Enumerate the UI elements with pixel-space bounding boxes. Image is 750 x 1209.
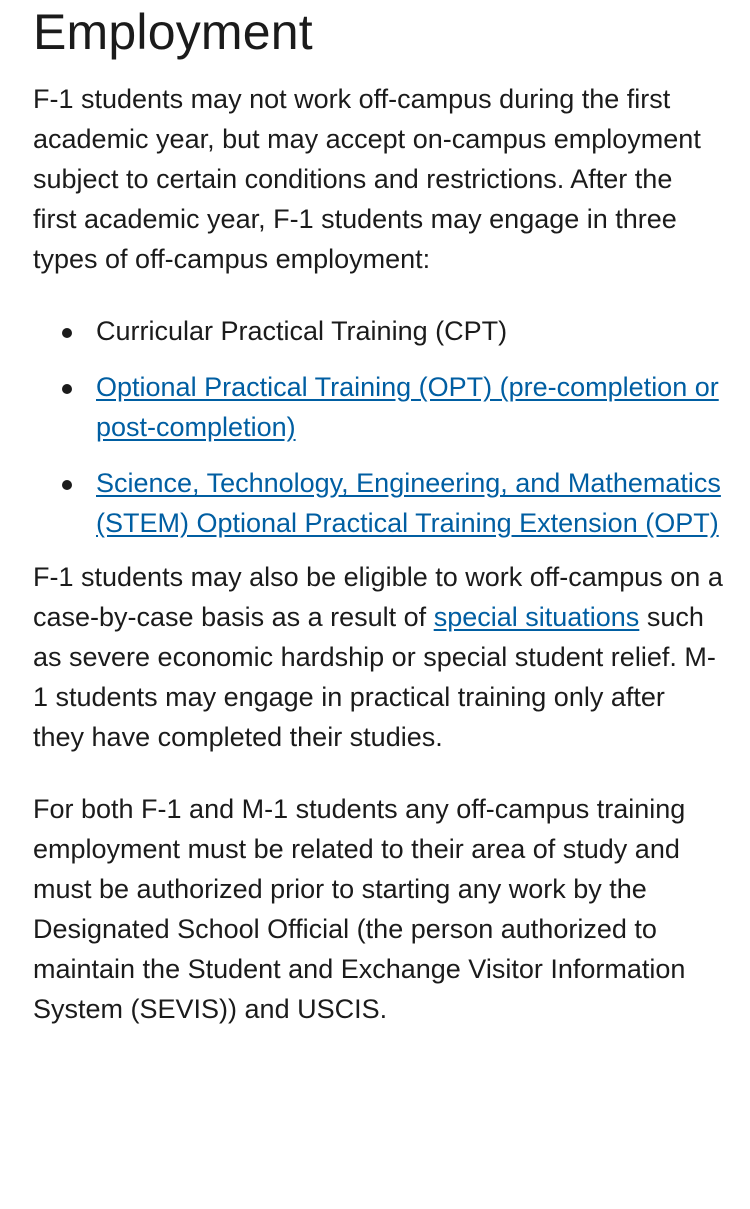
bullet-icon xyxy=(62,328,72,338)
bullet-icon xyxy=(62,384,72,394)
special-situations-link[interactable]: special situations xyxy=(433,602,640,632)
employment-section xyxy=(33,0,723,1029)
intro-paragraph: F-1 students may not work off-campus during the first academic year, but may accept on-campus employment subject to certain conditions and restrictions. After the first academic year, F-1 students may engage in three types of off-campus employment: xyxy=(33,84,701,274)
section-heading: Employment xyxy=(33,4,313,60)
bullet-icon xyxy=(62,480,72,490)
employment-types-list xyxy=(33,311,723,543)
list-item-cpt xyxy=(33,311,723,351)
list-item-opt xyxy=(33,367,723,447)
stem-opt-link[interactable]: Science, Technology, Engineering, and Mathematics (STEM) Optional Practical Training Extension (OPT) xyxy=(96,468,721,538)
cpt-text: Curricular Practical Training (CPT) xyxy=(96,316,508,346)
special-text-after: such as severe economic hardship or special student relief. M-1 students may engage in practical training only after they have completed their studies. xyxy=(33,602,716,752)
opt-link[interactable]: Optional Practical Training (OPT) (pre-completion or post-completion) xyxy=(96,372,719,442)
closing-paragraph: For both F-1 and M-1 students any off-campus training employment must be related to their area of study and must be authorized prior to starting any work by the Designated School Official (the person authorized to maintain the Student and Exchange Visitor Information System (SEVIS)) and USCIS. xyxy=(33,794,686,1024)
special-text-before: F-1 students may also be eligible to work off-campus on a case-by-case basis as a result of xyxy=(33,562,723,632)
special-situations-paragraph xyxy=(33,557,723,757)
list-item-stem-opt xyxy=(33,463,723,543)
